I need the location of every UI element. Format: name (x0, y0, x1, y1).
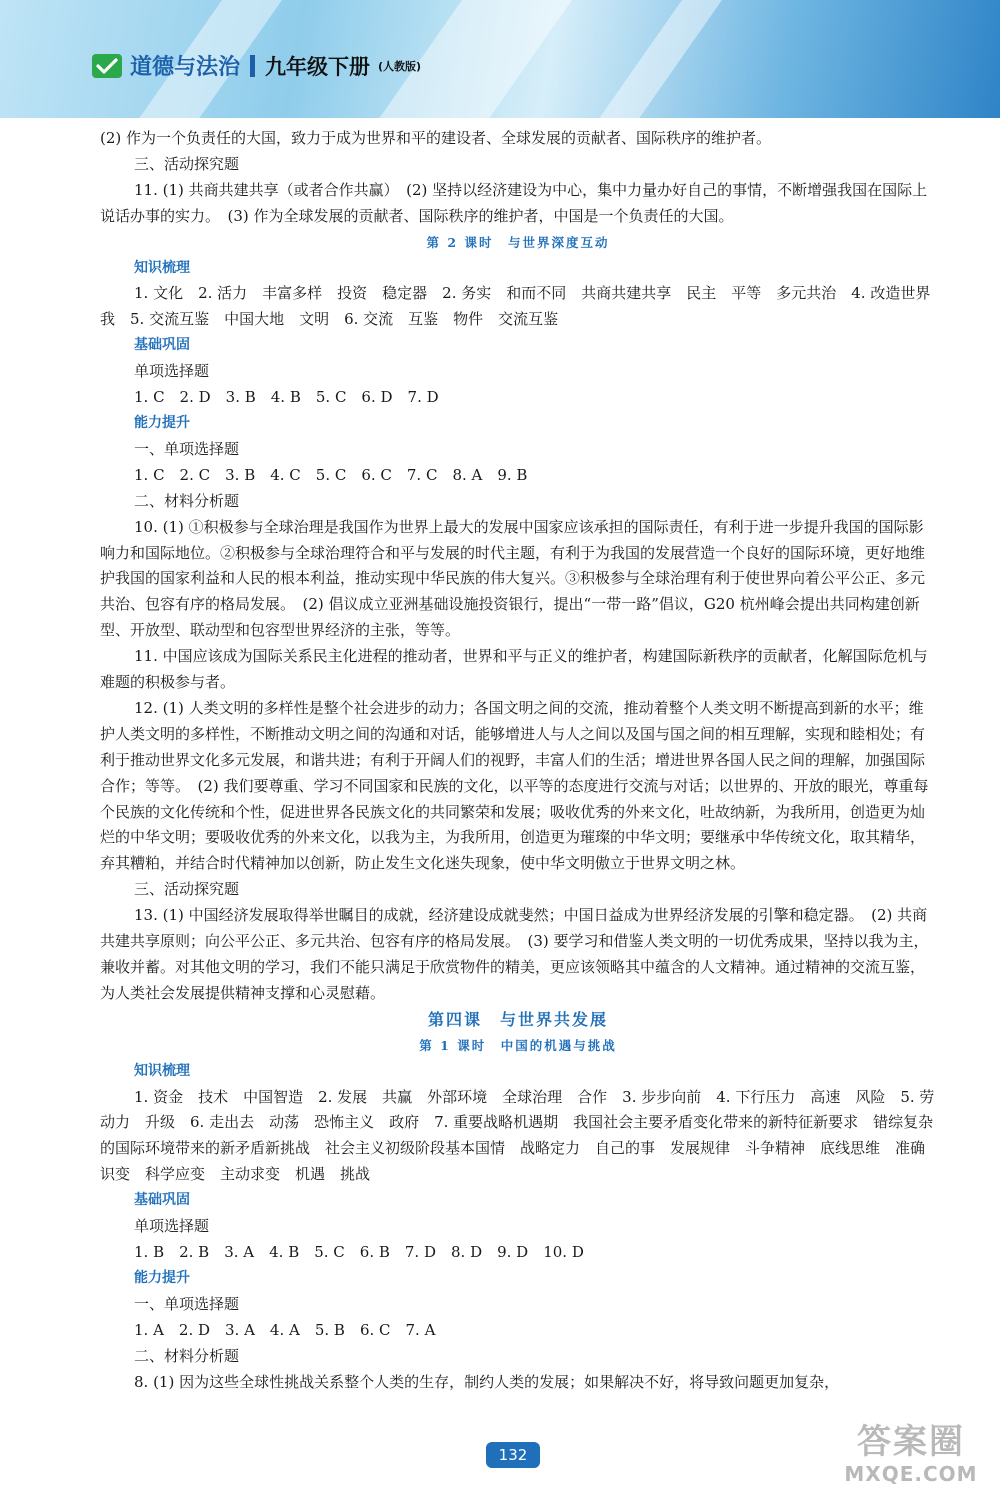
section-heading: 单项选择题 (134, 1217, 210, 1236)
section-heading: 一、单项选择题 (134, 1294, 240, 1313)
section-label: 基础巩固 (134, 1192, 190, 1209)
answer-list: 1. C 2. D 3. B 4. B 5. C 6. D 7. D (134, 388, 439, 407)
answer-paragraph: 11. (1) 共商共建共享（或者合作共赢） (2) 坚持以经济建设为中心，集中力量办好自己的事情，不断增强我国在国际上说话办事的实力。 (3) 作为全球发展的贡献者、国际秩序的维护者，中国是一个负责任的大国。 (100, 180, 928, 225)
subject-title: 道德与法治 (130, 55, 241, 80)
lesson-heading: 第四课 与世界共发展 (427, 1009, 608, 1029)
header-title (92, 50, 421, 81)
watermark-url: MXQE.COM (844, 1462, 978, 1486)
answer-paragraph: 13. (1) 中国经济发展取得举世瞩目的成就，经济建设成就斐然；中国日益成为世界经济发展的引擎和稳定器。 (2) 共商共建共享原则；向公平公正、多元共治、包容有序的格局发展。 (3) 要学习和借鉴人类文明的一切优秀成果，坚持以我为主，兼收并蓄。对其他文明的学习，我们不能只满足于欣赏物件的精美，更应该领略其中蕴含的人文精神。通过精神的交流互鉴，为人类社会发展提供精神支撑和心灵慰藉。 (100, 906, 929, 1002)
answer-paragraph: 11. 中国应该成为国际关系民主化进程的推动者，世界和平与正义的维护者，构建国际新秩序的贡献者，化解国际危机与难题的积极参与者。 (100, 647, 928, 692)
edition-label: (人教版) (378, 59, 422, 73)
class-heading: 第 2 课时 与世界深度互动 (426, 234, 610, 250)
section-label: 能力提升 (134, 1269, 190, 1286)
section-label: 知识梳理 (134, 1062, 190, 1079)
answer-content (100, 126, 946, 1395)
answer-list: 1. C 2. C 3. B 4. C 5. C 6. C 7. C 8. A 9. B (134, 465, 528, 484)
section-heading: 单项选择题 (134, 362, 210, 381)
section-label: 基础巩固 (134, 337, 190, 354)
section-heading: 三、活动探究题 (134, 880, 240, 899)
section-heading: 一、单项选择题 (134, 439, 240, 458)
section-heading: 三、活动探究题 (134, 154, 240, 173)
answer-paragraph: 1. 文化 2. 活力 丰富多样 投资 稳定器 2. 务实 和而不同 共商共建共享 民主 平等 多元共治 4. 改造世界 我 5. 交流互鉴 中国大地 文明 6. 交流 互鉴 物件 交流互鉴 (100, 284, 946, 329)
book-check-icon (92, 54, 122, 78)
section-label: 能力提升 (134, 414, 190, 431)
class-heading: 第 1 课时 中国的机遇与挑战 (419, 1037, 617, 1053)
answer-paragraph: 8. (1) 因为这些全球性挑战关系整个人类的生存，制约人类的发展；如果解决不好，将导致问题更加复杂， (134, 1372, 840, 1391)
grade-title: 九年级下册 (265, 54, 371, 79)
header-band (0, 0, 1000, 118)
section-label: 知识梳理 (134, 259, 190, 276)
watermark (836, 1408, 986, 1500)
section-heading: 二、材料分析题 (134, 491, 240, 510)
answer-paragraph: 12. (1) 人类文明的多样性是整个社会进步的动力；各国文明之间的交流，推动着整个人类文明不断提高到新的水平；维护人类文明的多样性，不断推动文明之间的沟通和对话，能够增进人与人之间以及国与国之间的相互理解，实现和睦相处；有利于推动世界文化多元发展，和谐共进；有利于开阔人们的视野，丰富人们的生活；增进世界各国人民之间的理解，加强国际合作；等等。 (2) 我们要尊重、学习不同国家和民族的文化，以平等的态度进行交流与对话；以世界的、开放的眼光，尊重每个民族的文化传统和个性，促进世界各民族文化的共同繁荣和发展；吸收优秀的外来文化，吐故纳新，为我所用，创造更为灿烂的中华文明；要吸收优秀的外来文化，以我为主，为我所用，创造更为璀璨的中华文明；要继承中华传统文化，取其精华，弃其糟粕，并结合时代精神加以创新，防止发生文化迷失现象，使中华文明傲立于世界文明之林。 (100, 698, 929, 873)
answer-list: 1. A 2. D 3. A 4. A 5. B 6. C 7. A (134, 1320, 436, 1339)
answer-paragraph: 10. (1) ①积极参与全球治理是我国作为世界上最大的发展中国家应该承担的国际责任，有利于进一步提升我国的国际影响力和国际地位。②积极参与全球治理符合和平与发展的时代主题，有利于为我国的发展营造一个良好的国际环境，更好地维护我国的国家利益和人民的根本利益，推动实现中华民族的伟大复兴。③积极参与全球治理有利于使世界向着公平公正、多元共治、包容有序的格局发展。 (2) 倡议成立亚洲基础设施投资银行，提出“一带一路”倡议，G20 杭州峰会提出共同构建创新型、开放型、联动型和包容型世界经济的主张，等等。 (100, 517, 926, 640)
answer-list: 1. B 2. B 3. A 4. B 5. C 6. B 7. D 8. D 9. D 10. D (134, 1242, 584, 1261)
page-number: 132 (486, 1442, 540, 1468)
title-separator (250, 55, 255, 77)
section-heading: 二、材料分析题 (134, 1346, 240, 1365)
answer-paragraph: 1. 资金 技术 中国智造 2. 发展 共赢 外部环境 全球治理 合作 3. 步步向前 4. 下行压力 高速 风险 5. 劳动力 升级 6. 走出去 动荡 恐怖主义 政府 7. 重要战略机遇期 我国社会主要矛盾变化带来的新特征新要求 错综复杂的国际环境带来的新矛盾新挑战 社会主义初级阶段基本国情 战略定力 自己的事 发展规律 斗争精神 底线思维 准确识变 科学应变 主动求变 机遇 挑战 (100, 1087, 935, 1184)
text-line: (2) 作为一个负责任的大国，致力于成为世界和平的建设者、全球发展的贡献者、国际秩序的维护者。 (100, 129, 772, 147)
watermark-title: 答案圈 (857, 1422, 965, 1462)
